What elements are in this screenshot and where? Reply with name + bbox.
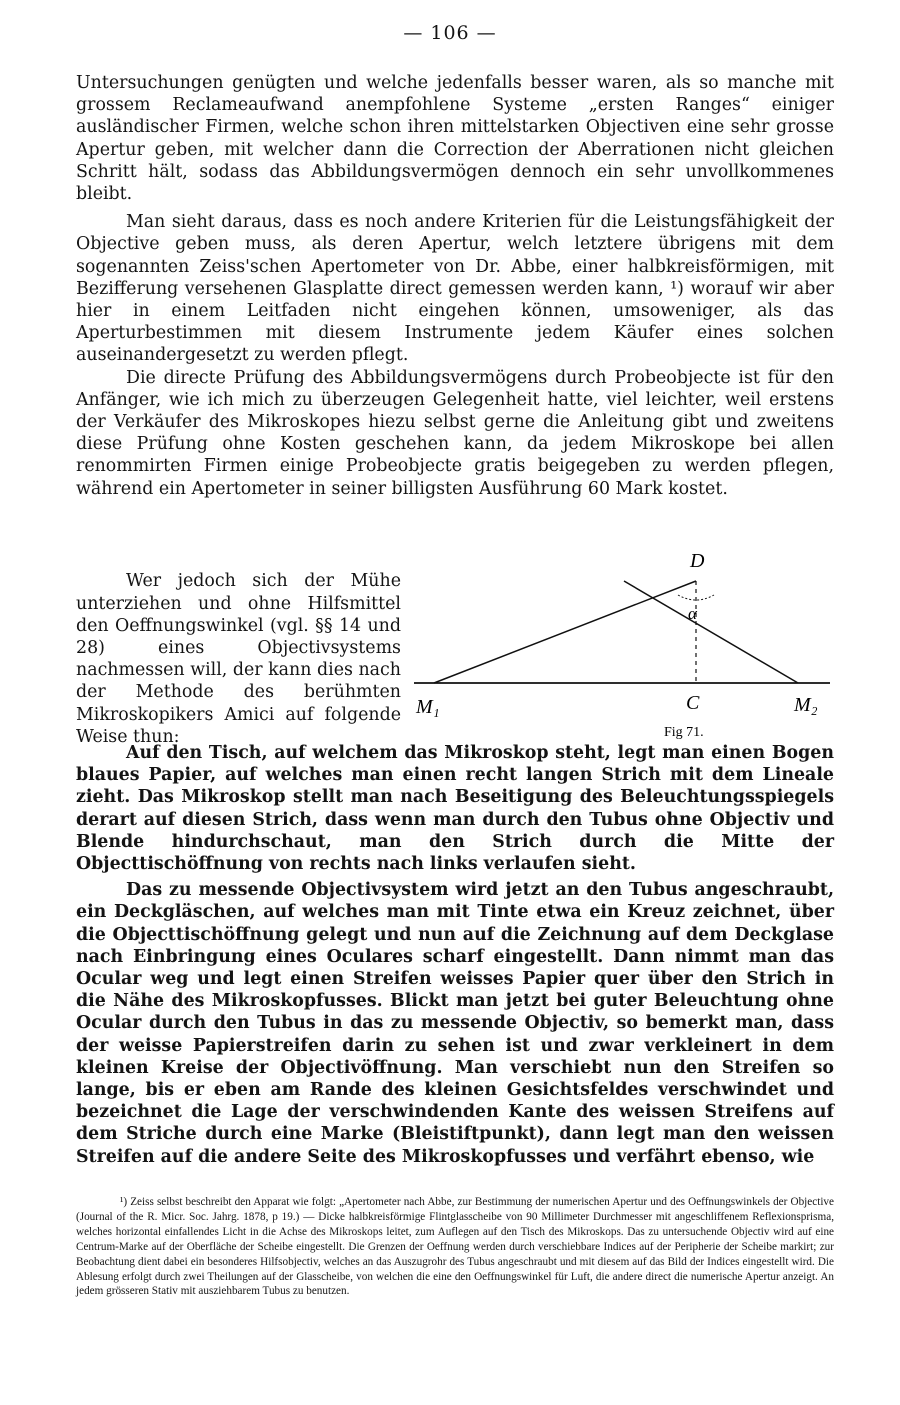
label-m1: M₁	[416, 696, 440, 718]
ray-right	[624, 581, 798, 683]
body-text-top	[76, 72, 834, 500]
figure-block	[76, 553, 834, 745]
paragraph-6: Das zu messende Objectivsystem wird jetzt an den Tubus angeschraubt, ein Deckgläschen, auf welches man mit Tinte etwa ein Kreuz zeichnet, über die Objecttischöffnung gelegt und nun auf die Zeichnung auf dem Deckglase nach Einbringung eines Oculares scharf eingestellt. Dann nimmt man das Ocular weg und legt einen Streifen weisses Papier quer über den Strich in die Nähe des Mikroskopfusses. Blickt man jetzt bei guter Beleuchtung ohne Ocular durch den Tubus in das zu messende Objectiv, so bemerkt man, dass der weisse Papierstreifen darin zu sehen ist und zwar verkleinert in dem kleinen Kreise der Objectivöffnung. Man verschiebt nun den Streifen so lange, bis er eben am Rande des kleinen Gesichtsfeldes verschwindet und bezeichnet die Lage der verschwindenden Kante des weissen Streifens auf dem Striche durch eine Marke (Bleistiftpunkt), dann legt man den weissen Streifen auf die andere Seite des Mikroskopfusses und verfährt ebenso, wie	[76, 880, 834, 1167]
ray-left	[434, 581, 696, 683]
footnote-1: ¹) Zeiss selbst beschreibt den Apparat wie folgt: „Apertometer nach Abbe, zur Bestimmung der numerischen Apertur und des Oeffnungswinkels der Objective (Journal of the R. Micr. Soc. Jahrg. 1878, p 19.) — Dicke halbkreisförmige Flintglasscheibe von 90 Millimeter Durchmesser mit angeschliffenem Reflexionsprisma, welches horizontal einfallendes Licht in die Achse des Mikroskops leitet, zum Auflegen auf den Tisch des Mikroskops. Das zu untersuchende Objectiv wird auf eine Centrum-Marke auf der Oberfläche der Scheibe eingestellt. Die Grenzen der Oeffnung werden durch verschiebbare Indices auf der Peripherie der Scheibe markirt; zur Beobachtung dient dabei ein besonderes Hilfsobjectiv, welches an das Auszugrohr des Tubus angeschraubt und mit diesem auf das Bild der Indices eingestellt wird. Die Ablesung erfolgt durch zwei Theilungen auf der Glasscheibe, von welchen die eine den Oeffnungswinkel für Luft, die andere direct die numerische Apertur anzeigt. An jedem grösseren Stativ mit ausziehbarem Tubus zu benutzen.	[76, 1196, 834, 1298]
label-d: D	[690, 553, 705, 572]
figure-71	[406, 553, 834, 745]
paragraph-2: Man sieht daraus, dass es noch andere Kriterien für die Leistungsfähigkeit der Objective geben muss, als deren Apertur, welch letztere übrigens mit dem sogenannten Zeiss'schen Apertometer von Dr. Abbe, einer halbkreisförmigen, mit Bezifferung versehenen Glasplatte direct gemessen werden kann, ¹) worauf wir aber hier in einem Leitfaden nicht eingehen können, umsoweniger, als das Aperturbestimmen mit diesem Instrumente jedem Käufer eines solchen auseinandergesetzt zu werden pflegt.	[76, 212, 834, 366]
footnotes	[76, 1195, 834, 1299]
paragraph-1: Untersuchungen genügten und welche jedenfalls besser waren, als so manche mit grossem Reclameaufwand anempfohlene Systeme „ersten Ranges“ einiger ausländischer Firmen, welche schon ihren mittelstarken Objectiven eine sehr grosse Apertur geben, mit welcher dann die Correction der Aberrationen nicht gleichen Schritt hält, sodass das Abbildungsvermögen dennoch ein sehr unvollkommenes bleibt.	[76, 73, 834, 205]
page-number: — 106 —	[403, 22, 497, 44]
body-text-bottom	[76, 742, 834, 1168]
label-c: C	[686, 692, 700, 714]
paragraph-5: Auf den Tisch, auf welchem das Mikroskop steht, legt man einen Bogen blaues Papier, auf welches man einen recht langen Strich mit dem Lineale zieht. Das Mikroskop stellt man nach Beseitigung des Beleuchtungsspiegels derart auf diesen Strich, dass wenn man durch den Tubus ohne Objectiv und Blende hindurchschaut, man den Strich durch die Mitte der Objecttischöffnung von rechts nach links verlaufen sieht.	[76, 743, 834, 875]
figure-caption: Fig 71.	[664, 725, 704, 740]
paragraph-4: Wer jedoch sich der Mühe unterziehen und ohne Hilfsmittel den Oeffnungswinkel (vgl. §§ 14 und 28) eines Objectivsystems nachmessen will, der kann dies nach der Methode des berühmten Mikroskopikers Amici auf folgende Weise thun:	[76, 571, 401, 747]
label-alpha: α	[688, 604, 697, 623]
paragraph-3: Die directe Prüfung des Abbildungsvermögens durch Probeobjecte ist für den Anfänger, wie ich mich zu überzeugen Gelegenheit hatte, viel leichter, weil erstens der Verkäufer des Mikroskopes hiezu selbst gerne die Anleitung gibt und zweitens diese Prüfung ohne Kosten geschehen kann, da jedem Mikroskope bei allen renommirten Firmen einige Probeobjecte gratis beigegeben zu werden pflegen, während ein Apertometer in seiner billigsten Ausführung 60 Mark kostet.	[76, 367, 834, 499]
label-m2: M₂	[794, 694, 818, 716]
